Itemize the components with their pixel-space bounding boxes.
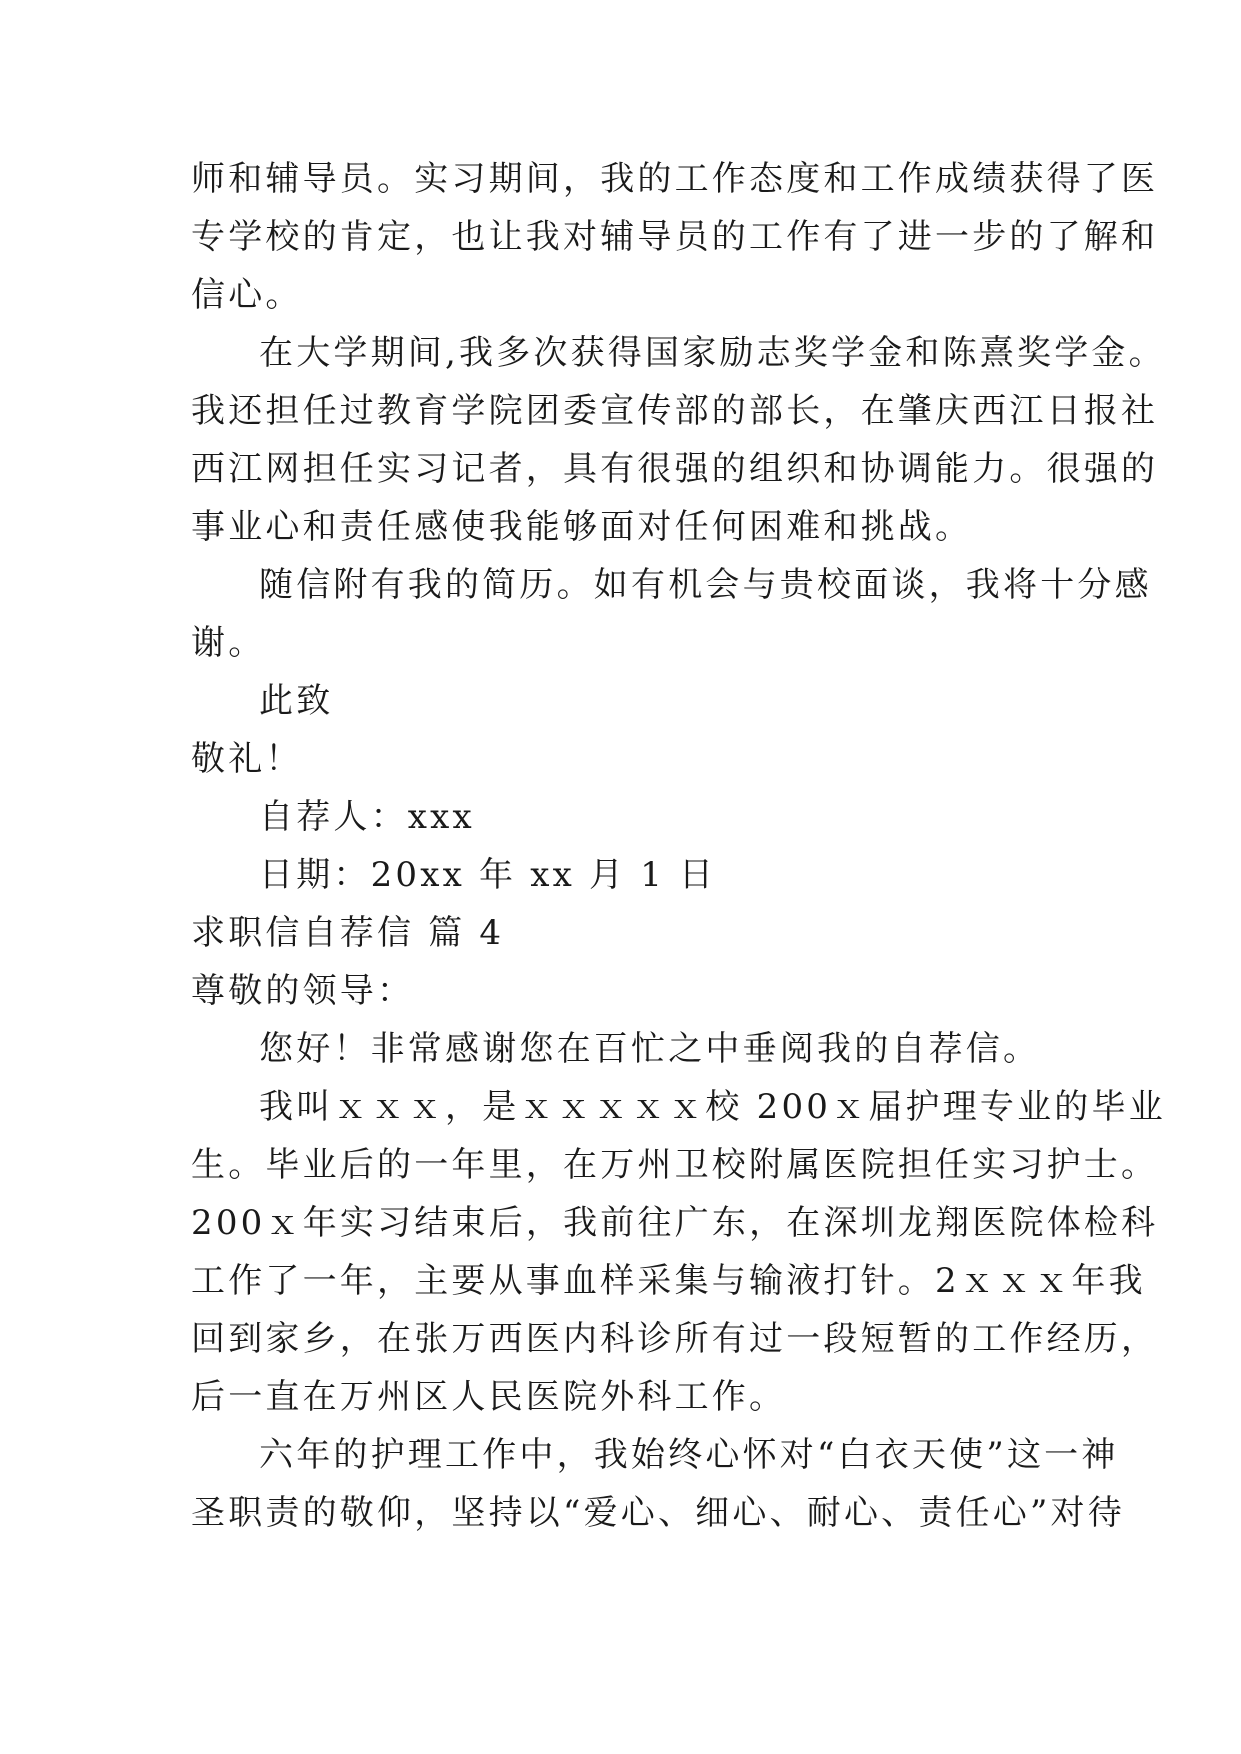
text-line: 信心。 xyxy=(191,275,303,315)
text-line: 在大学期间,我多次获得国家励志奖学金和陈熹奖学金。 xyxy=(259,333,1166,373)
text-line: 师和辅导员。实习期间，我的工作态度和工作成绩获得了医 xyxy=(191,159,1159,199)
text-line: 我还担任过教育学院团委宣传部的部长，在肇庆西江日报社 xyxy=(191,391,1159,431)
letter-body xyxy=(191,150,1166,1542)
text-line: 谢。 xyxy=(191,623,266,663)
text-line: 随信附有我的简历。如有机会与贵校面谈，我将十分感 xyxy=(259,565,1152,605)
closing-regards: 敬礼！ xyxy=(191,739,303,779)
closing-salutation: 此致 xyxy=(259,681,334,721)
text-line: 六年的护理工作中，我始终心怀对“白衣天使”这一神 xyxy=(259,1435,1119,1475)
text-line: 工作了一年，主要从事血样采集与输液打针。2ｘｘｘ年我 xyxy=(191,1261,1146,1301)
section-heading: 求职信自荐信 篇 4 xyxy=(191,913,505,953)
text-line: 西江网担任实习记者，具有很强的组织和协调能力。很强的 xyxy=(191,449,1159,489)
text-line: 事业心和责任感使我能够面对任何困难和挑战。 xyxy=(191,507,973,547)
text-line: 生。毕业后的一年里，在万州卫校附属医院担任实习护士。 xyxy=(191,1145,1159,1185)
text-line: 您好！非常感谢您在百忙之中垂阅我的自荐信。 xyxy=(259,1029,1041,1069)
signature-line: 自荐人：xxx xyxy=(259,797,475,837)
text-line: 圣职责的敬仰，坚持以“爱心、细心、耐心、责任心”对待 xyxy=(191,1493,1125,1533)
text-line: 后一直在万州区人民医院外科工作。 xyxy=(191,1377,787,1417)
text-line: 回到家乡，在张万西医内科诊所有过一段短暂的工作经历， xyxy=(191,1319,1159,1359)
text-line: 200ｘ年实习结束后，我前往广东，在深圳龙翔医院体检科 xyxy=(191,1203,1159,1243)
text-line: 专学校的肯定，也让我对辅导员的工作有了进一步的了解和 xyxy=(191,217,1159,257)
text-line: 我叫ｘｘｘ，是ｘｘｘｘｘ校 200ｘ届护理专业的毕业 xyxy=(259,1087,1166,1127)
date-line: 日期：20xx 年 xx 月 1 日 xyxy=(259,855,717,895)
greeting: 尊敬的领导： xyxy=(191,971,415,1011)
